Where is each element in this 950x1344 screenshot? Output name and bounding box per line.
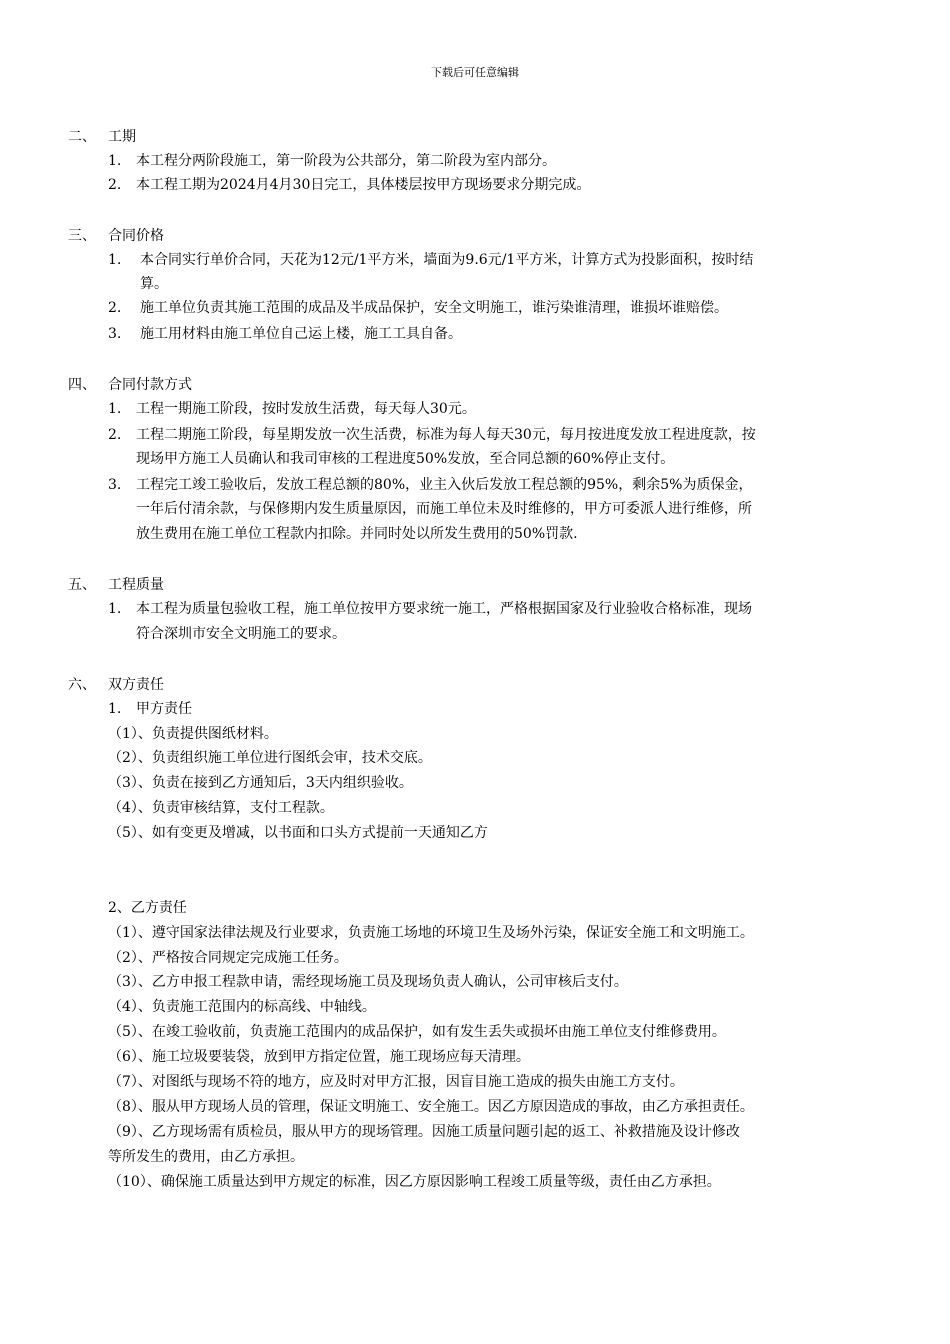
responsibility-item: （6）、施工垃圾要装袋，放到甲方指定位置，施工现场应每天清理。 <box>108 1049 530 1065</box>
item-text: 本工程工期为2024月4月30日完工，具体楼层按甲方现场要求分期完成。 <box>136 177 591 193</box>
item-text: 工程二期施工阶段，每星期发放一次生活费，标准为每人每天30元，每月按进度发放工程进度款，按 <box>136 427 756 443</box>
responsibility-item: （9）、乙方现场需有质检员，服从甲方的现场管理。因施工质量问题引起的返工、补救措施及设计修改 <box>108 1124 740 1140</box>
responsibility-item: （8）、服从甲方现场人员的管理，保证文明施工、安全施工。因乙方原因造成的事故，由乙方承担责任。 <box>108 1099 754 1115</box>
item-text: 符合深圳市安全文明施工的要求。 <box>136 626 346 642</box>
item-number: 1. <box>108 252 122 268</box>
responsibility-item: （3）、负责在接到乙方通知后，3天内组织验收。 <box>108 775 413 791</box>
responsibility-item: （4）、负责施工范围内的标高线、中轴线。 <box>108 999 376 1015</box>
item-number: 3. <box>108 326 122 342</box>
subsection-number: 1. <box>108 701 122 717</box>
item-text: 本合同实行单价合同，天花为12元/1平方米，墙面为9.6元/1平方米，计算方式为投影面积，按时结 <box>140 252 754 268</box>
section-title: 工程质量 <box>108 577 164 593</box>
item-number: 2. <box>108 427 122 443</box>
item-text: 算。 <box>140 276 168 292</box>
item-number: 1. <box>108 601 122 617</box>
section-title: 工期 <box>108 129 136 145</box>
responsibility-item: （5）、如有变更及增减，以书面和口头方式提前一天通知乙方 <box>108 825 488 841</box>
section-heading <box>68 127 96 147</box>
responsibility-item: （3）、乙方申报工程款申请，需经现场施工员及现场负责人确认，公司审核后支付。 <box>108 974 628 990</box>
responsibility-item: （1）、负责提供图纸材料。 <box>108 726 278 742</box>
item-text: 现场甲方施工人员确认和我司审核的工程进度50%发放，至合同总额的60%停止支付。 <box>136 451 675 467</box>
section-title: 合同价格 <box>108 228 164 244</box>
section-number: 三、 <box>68 228 96 244</box>
item-number: 2. <box>108 300 122 316</box>
section-number: 二、 <box>68 129 96 145</box>
responsibility-item: （10）、确保施工质量达到甲方规定的标准，因乙方原因影响工程竣工质量等级，责任由乙方承担。 <box>108 1174 721 1190</box>
section-number: 六、 <box>68 677 96 693</box>
subsection-heading-party-a: 甲方责任 <box>136 701 192 717</box>
responsibility-item: （1）、遵守国家法律法规及行业要求，负责施工场地的环境卫生及场外污染，保证安全施工和文明施工。 <box>108 925 754 941</box>
item-number: 1. <box>108 153 122 169</box>
section-title: 双方责任 <box>108 677 164 693</box>
item-text: 施工单位负责其施工范围的成品及半成品保护，安全文明施工，谁污染谁清理，谁损坏谁赔偿。 <box>140 300 728 316</box>
responsibility-item-continued: 等所发生的费用，由乙方承担。 <box>108 1149 304 1165</box>
section-number: 五、 <box>68 577 96 593</box>
item-text: 施工用材料由施工单位自己运上楼，施工工具自备。 <box>140 326 462 342</box>
page-header: 下载后可任意编辑 <box>431 66 519 79</box>
item-text: 工程完工竣工验收后，发放工程总额的80%，业主入伙后发放工程总额的95%，剩余5%为质保金， <box>136 477 753 493</box>
section-title: 合同付款方式 <box>108 377 192 393</box>
item-number: 1. <box>108 401 122 417</box>
responsibility-item: （2）、严格按合同规定完成施工任务。 <box>108 950 348 966</box>
item-number: 2. <box>108 177 122 193</box>
item-text: 本工程为质量包验收工程，施工单位按甲方要求统一施工，严格根据国家及行业验收合格标准，现场 <box>136 601 752 617</box>
section-number: 四、 <box>68 377 96 393</box>
responsibility-item: （2）、负责组织施工单位进行图纸会审，技术交底。 <box>108 750 432 766</box>
item-text: 工程一期施工阶段，按时发放生活费，每天每人30元。 <box>136 401 476 417</box>
responsibility-item: （7）、对图纸与现场不符的地方，应及时对甲方汇报，因盲目施工造成的损失由施工方支付。 <box>108 1074 684 1090</box>
item-number: 3. <box>108 477 122 493</box>
item-text: 一年后付清余款，与保修期内发生质量原因，而施工单位未及时维修的，甲方可委派人进行维修，所 <box>136 501 752 517</box>
subsection-heading-party-b: 2、乙方责任 <box>108 900 187 916</box>
item-text: 放生费用在施工单位工程款内扣除。并同时处以所发生费用的50%罚款. <box>136 526 578 542</box>
responsibility-item: （4）、负责审核结算，支付工程款。 <box>108 800 334 816</box>
item-text: 本工程分两阶段施工，第一阶段为公共部分，第二阶段为室内部分。 <box>136 153 556 169</box>
responsibility-item: （5）、在竣工验收前，负责施工范围内的成品保护，如有发生丢失或损坏由施工单位支付维修费用。 <box>108 1024 726 1040</box>
